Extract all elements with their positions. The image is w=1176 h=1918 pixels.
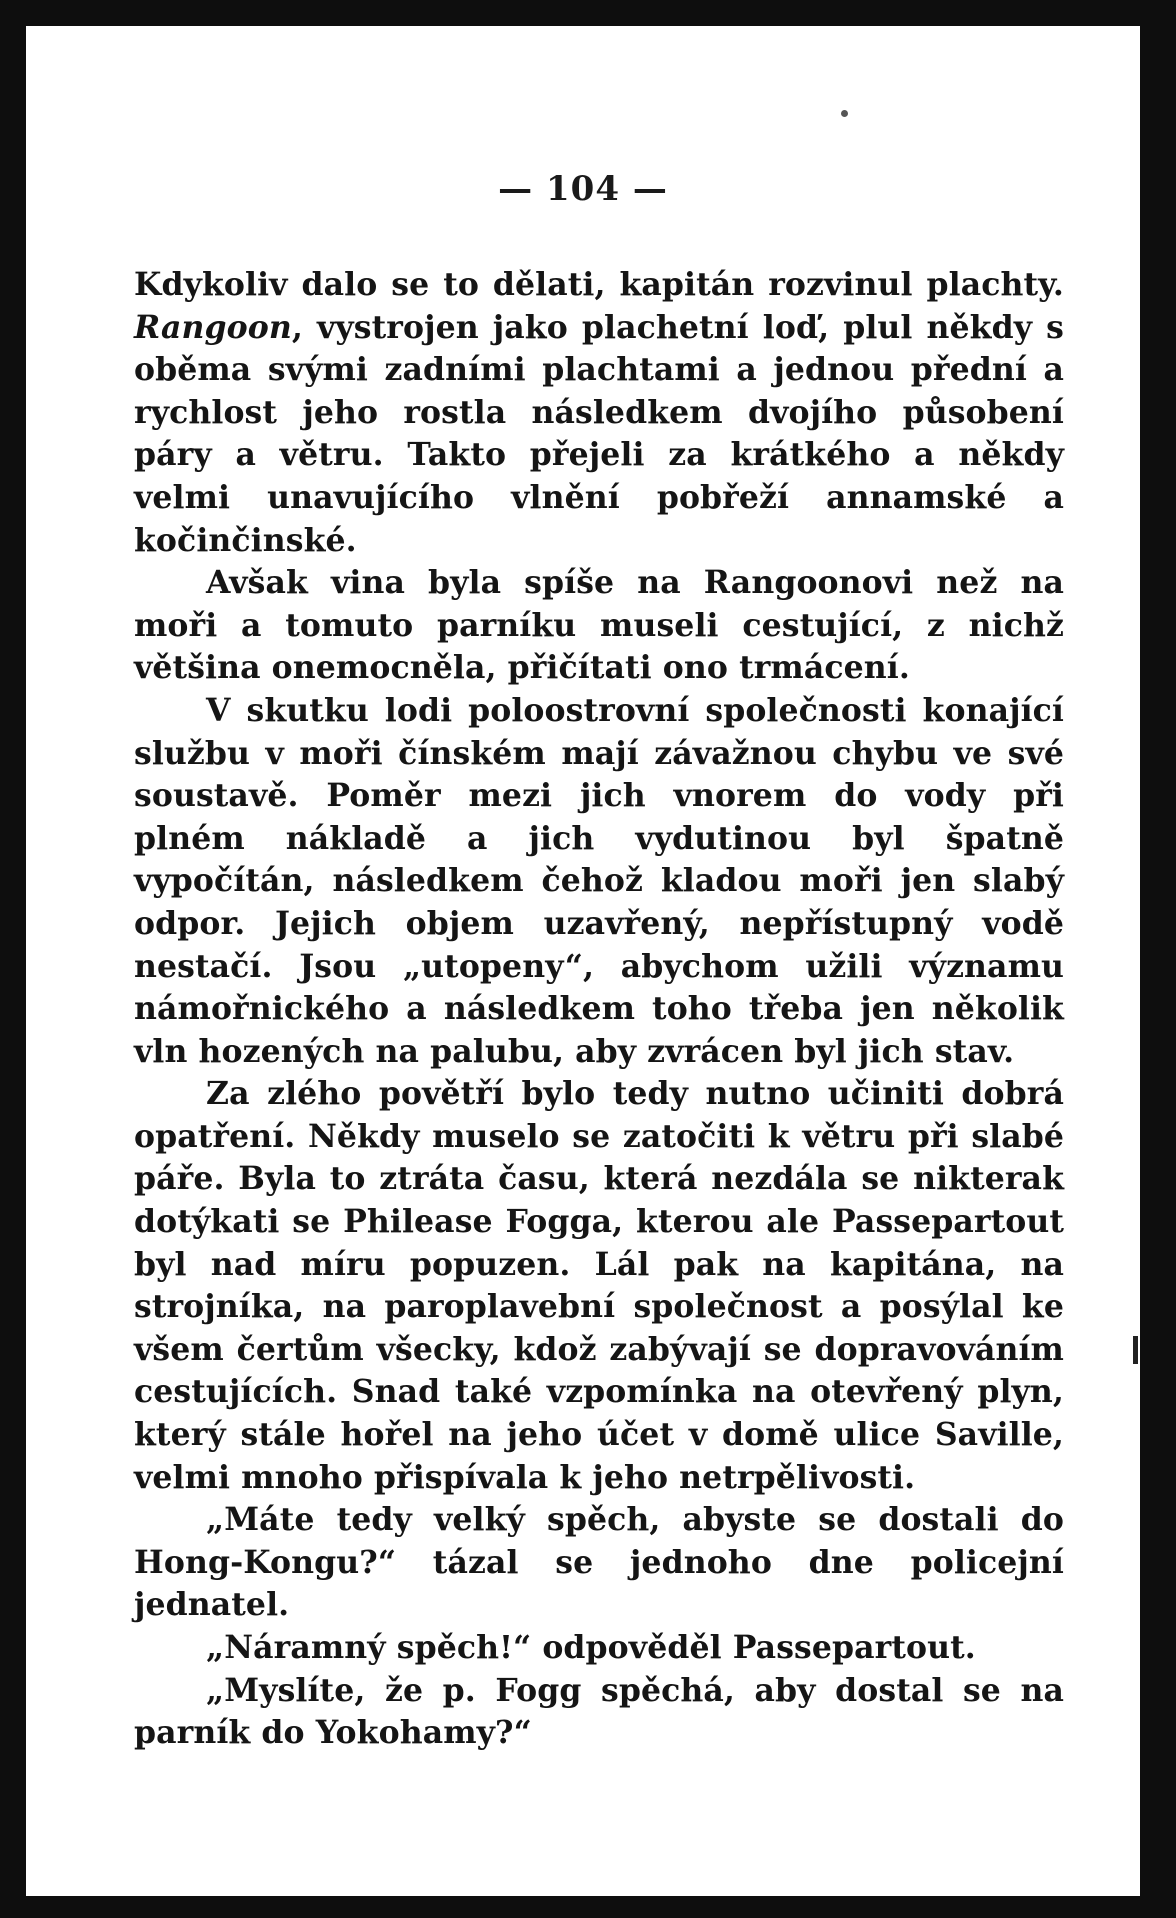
- ink-speck: [841, 110, 848, 117]
- paragraph-1-start: Kdykoliv dalo se to dělati, kapitán rozvinul plachty.: [134, 266, 1064, 303]
- paragraph-7: „Myslíte, že p. Fogg spěchá, aby dostal se na parník do Yokohamy?“: [134, 1671, 1064, 1752]
- book-page: [26, 26, 1140, 1896]
- paragraph-4: Za zlého povětří bylo tedy nutno učiniti dobrá opatření. Někdy muselo se zatočiti k větru při slabé páře. Byla to ztráta času, která nezdála se nikterak dotýkati se Philease Fogga, kterou ale Passepartout byl nad míru popuzen. Lál pak na kapitána, na strojníka, na paroplavební společnost a posýlal ke všem čertům všecky, kdož zabývají se dopravováním cestujících. Snad také vzpomínka na otevřený plyn, který stále hořel na jeho účet v domě ulice Saville, velmi mnoho přispívala k jeho netrpělivosti.: [134, 1075, 1064, 1496]
- page-number: — 104 —: [498, 169, 668, 209]
- body-text: [134, 264, 1064, 1755]
- paragraph-1-rest: , vystrojen jako plachetní loď, plul někdy s oběma svými zadními plachtami a jednou přední a rychlost jeho rostla následkem dvojího působení páry a větru. Takto přejeli za krátkého a někdy velmi unavujícího vlnění pobřeží annamské a kočinčinské.: [134, 308, 1064, 559]
- paragraph-5: „Máte tedy velký spěch, abyste se dostali do Hong-Kongu?“ tázal se jednoho dne policejní jednatel.: [134, 1501, 1064, 1624]
- paragraph-2: Avšak vina byla spíše na Rangoonovi než na moři a tomuto parníku museli cestující, z nichž většina onemocněla, přičítati ono trmácení.: [134, 564, 1064, 687]
- ship-name: Rangoon: [134, 308, 292, 346]
- paragraph-6: „Náramný spěch!“ odpověděl Passepartout.: [206, 1629, 976, 1666]
- paragraph-1: [134, 264, 1064, 562]
- page-edge-mark: [1133, 1336, 1138, 1364]
- paragraph-3: V skutku lodi poloostrovní společnosti konající službu v moři čínském mají závažnou chybu ve své soustavě. Poměr mezi jich vnorem do vody při plném nákladě a jich vydutinou byl špatně vypočítán, následkem čehož kladou moři jen slabý odpor. Jejich objem uzavřený, nepřístupný vodě nestačí. Jsou „utopeny“, abychom užili významu námořnického a následkem toho třeba jen několik vln hozených na palubu, aby zvrácen byl jich stav.: [134, 691, 1064, 1070]
